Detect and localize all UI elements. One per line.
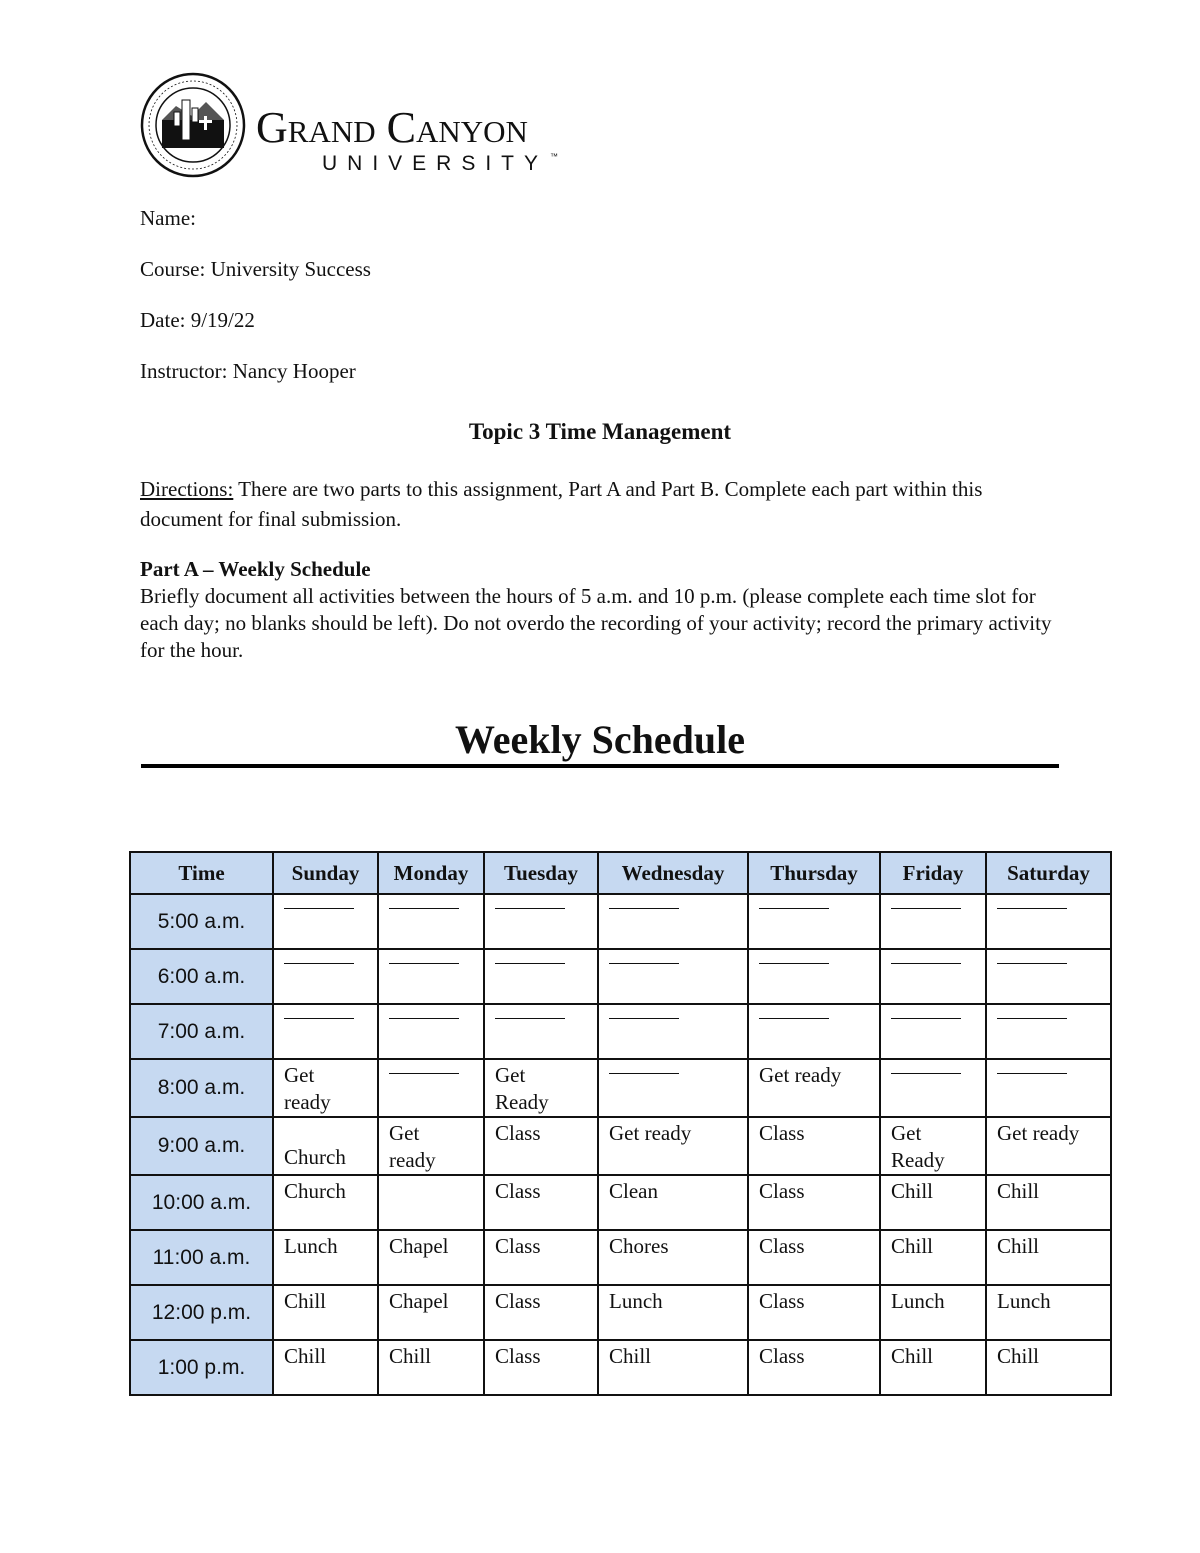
blank-line xyxy=(759,963,829,964)
activity-text: Chill xyxy=(997,1179,1040,1203)
activity-text: Get ready xyxy=(997,1121,1080,1145)
schedule-cell xyxy=(748,1175,880,1230)
table-header-row xyxy=(130,852,1111,894)
activity-text: Chill xyxy=(284,1344,327,1368)
blank-line xyxy=(891,908,961,909)
table-row xyxy=(130,1285,1111,1340)
part-a-text: Briefly document all activities between the hours of 5 a.m. and 10 p.m. (please complete each time slot for each day; no blanks should be left). Do not overdo the recording of your activity; record the primary activity for the hour. xyxy=(140,584,1052,662)
schedule-cell xyxy=(748,1117,880,1175)
schedule-cell xyxy=(880,1285,986,1340)
schedule-cell xyxy=(484,1004,598,1059)
activity-text: Class xyxy=(759,1234,805,1258)
activity-text: Chores xyxy=(609,1234,669,1258)
time-slot-label: 7:00 a.m. xyxy=(130,1004,273,1059)
table-row xyxy=(130,894,1111,949)
schedule-cell xyxy=(880,894,986,949)
schedule-cell xyxy=(273,1230,378,1285)
schedule-cell xyxy=(598,1175,748,1230)
table-row xyxy=(130,1175,1111,1230)
schedule-cell xyxy=(986,1230,1111,1285)
blank-line xyxy=(891,1073,961,1074)
activity-text: Class xyxy=(495,1234,541,1258)
blank-line xyxy=(284,908,354,909)
blank-line xyxy=(891,1018,961,1019)
schedule-cell xyxy=(273,1285,378,1340)
page-title: Topic 3 Time Management xyxy=(468,419,732,444)
column-header-sunday: Sunday xyxy=(273,852,378,894)
weekly-schedule-table xyxy=(129,851,1112,1396)
schedule-cell xyxy=(598,1059,748,1117)
schedule-cell xyxy=(748,1004,880,1059)
schedule-cell xyxy=(986,894,1111,949)
schedule-cell xyxy=(484,894,598,949)
time-slot-label: 6:00 a.m. xyxy=(130,949,273,1004)
table-row xyxy=(130,1059,1111,1117)
column-header-monday: Monday xyxy=(378,852,484,894)
logo-subtext: UNIVERSITY xyxy=(322,152,549,175)
blank-line xyxy=(389,1073,459,1074)
schedule-cell xyxy=(880,1340,986,1395)
schedule-cell xyxy=(273,1004,378,1059)
schedule-cell xyxy=(986,1340,1111,1395)
schedule-cell xyxy=(484,1117,598,1175)
blank-line xyxy=(389,963,459,964)
part-a-heading: Part A – Weekly Schedule xyxy=(140,557,371,581)
blank-line xyxy=(609,908,679,909)
activity-text: Class xyxy=(759,1179,805,1203)
activity-text: Church xyxy=(284,1179,346,1203)
trademark-symbol: ™ xyxy=(550,152,558,161)
activity-text: Class xyxy=(495,1121,541,1145)
activity-text: Get ready xyxy=(609,1121,692,1145)
schedule-cell xyxy=(378,949,484,1004)
instructor-field: Instructor: Nancy Hooper xyxy=(140,359,356,383)
schedule-cell xyxy=(273,1175,378,1230)
schedule-cell xyxy=(598,1004,748,1059)
time-slot-label: 10:00 a.m. xyxy=(130,1175,273,1230)
blank-line xyxy=(389,908,459,909)
schedule-cell xyxy=(986,949,1111,1004)
table-row xyxy=(130,949,1111,1004)
activity-text: Clean xyxy=(609,1179,658,1203)
schedule-cell xyxy=(598,1285,748,1340)
activity-text: Chill xyxy=(609,1344,652,1368)
schedule-cell xyxy=(748,1059,880,1117)
activity-text: Get ready xyxy=(284,1063,331,1114)
schedule-cell xyxy=(986,1117,1111,1175)
activity-text: Chill xyxy=(891,1179,934,1203)
schedule-title: Weekly Schedule xyxy=(454,717,746,762)
schedule-cell xyxy=(748,894,880,949)
blank-line xyxy=(997,1018,1067,1019)
schedule-cell xyxy=(273,1117,378,1175)
schedule-cell xyxy=(378,1340,484,1395)
column-header-wednesday: Wednesday xyxy=(598,852,748,894)
schedule-cell xyxy=(378,1059,484,1117)
activity-text: Chill xyxy=(389,1344,432,1368)
column-header-saturday: Saturday xyxy=(986,852,1111,894)
directions-text: There are two parts to this assignment, Part A and Part B. Complete each part within this document for final submission. xyxy=(140,477,983,531)
time-slot-label: 8:00 a.m. xyxy=(130,1059,273,1117)
schedule-cell xyxy=(880,1230,986,1285)
activity-text: Class xyxy=(759,1289,805,1313)
activity-text: Chill xyxy=(891,1234,934,1258)
blank-line xyxy=(759,1018,829,1019)
schedule-cell xyxy=(598,894,748,949)
activity-text: Lunch xyxy=(997,1289,1051,1313)
schedule-cell xyxy=(880,949,986,1004)
activity-text: Chill xyxy=(891,1344,934,1368)
activity-text: Lunch xyxy=(891,1289,945,1313)
blank-line xyxy=(284,1018,354,1019)
activity-text: Lunch xyxy=(609,1289,663,1313)
schedule-cell xyxy=(378,1004,484,1059)
schedule-cell xyxy=(484,1175,598,1230)
time-slot-label: 1:00 p.m. xyxy=(130,1340,273,1395)
blank-line xyxy=(997,908,1067,909)
schedule-cell xyxy=(598,1117,748,1175)
date-field: Date: 9/19/22 xyxy=(140,308,255,332)
schedule-cell xyxy=(378,1230,484,1285)
schedule-cell xyxy=(986,1004,1111,1059)
time-slot-label: 12:00 p.m. xyxy=(130,1285,273,1340)
schedule-cell xyxy=(273,1340,378,1395)
activity-text: Get ready xyxy=(759,1063,842,1087)
activity-text: Chill xyxy=(997,1344,1040,1368)
blank-line xyxy=(389,1018,459,1019)
blank-line xyxy=(495,908,565,909)
schedule-cell xyxy=(484,1285,598,1340)
directions-label: Directions: xyxy=(140,477,234,501)
activity-text xyxy=(379,1176,483,1178)
schedule-cell xyxy=(378,1117,484,1175)
schedule-cell xyxy=(378,1175,484,1230)
table-row xyxy=(130,1004,1111,1059)
table-row xyxy=(130,1230,1111,1285)
activity-text: Chill xyxy=(997,1234,1040,1258)
activity-text: Class xyxy=(759,1121,805,1145)
logo-wordmark: Grand Canyon xyxy=(256,103,528,152)
schedule-cell xyxy=(273,949,378,1004)
blank-line xyxy=(609,1073,679,1074)
schedule-cell xyxy=(880,1117,986,1175)
university-seal-icon xyxy=(140,72,246,178)
blank-line xyxy=(997,1073,1067,1074)
schedule-cell xyxy=(748,1285,880,1340)
column-header-time: Time xyxy=(130,852,273,894)
activity-text: Chapel xyxy=(389,1289,449,1313)
activity-text: Class xyxy=(759,1344,805,1368)
blank-line xyxy=(609,963,679,964)
activity-text: Class xyxy=(495,1179,541,1203)
time-slot-label: 11:00 a.m. xyxy=(130,1230,273,1285)
time-slot-label: 5:00 a.m. xyxy=(130,894,273,949)
schedule-cell xyxy=(273,1059,378,1117)
schedule-cell xyxy=(598,1230,748,1285)
university-logo xyxy=(140,72,620,182)
activity-text: Church xyxy=(284,1145,346,1169)
schedule-cell xyxy=(484,1059,598,1117)
schedule-cell xyxy=(484,1230,598,1285)
activity-text: Get Ready xyxy=(495,1063,549,1114)
schedule-cell xyxy=(598,1340,748,1395)
blank-line xyxy=(997,963,1067,964)
schedule-cell xyxy=(484,949,598,1004)
blank-line xyxy=(495,963,565,964)
schedule-cell xyxy=(748,1230,880,1285)
schedule-cell xyxy=(748,949,880,1004)
schedule-cell xyxy=(378,1285,484,1340)
schedule-cell xyxy=(273,894,378,949)
blank-line xyxy=(284,963,354,964)
schedule-cell xyxy=(986,1285,1111,1340)
schedule-cell xyxy=(880,1175,986,1230)
activity-text: Chapel xyxy=(389,1234,449,1258)
schedule-cell xyxy=(986,1059,1111,1117)
schedule-cell xyxy=(748,1340,880,1395)
name-field: Name: xyxy=(140,206,196,230)
activity-text: Lunch xyxy=(284,1234,338,1258)
blank-line xyxy=(609,1018,679,1019)
schedule-cell xyxy=(986,1175,1111,1230)
blank-line xyxy=(495,1018,565,1019)
time-slot-label: 9:00 a.m. xyxy=(130,1117,273,1175)
table-row xyxy=(130,1117,1111,1175)
course-field: Course: University Success xyxy=(140,257,371,281)
title-rule xyxy=(141,764,1059,768)
column-header-friday: Friday xyxy=(880,852,986,894)
schedule-cell xyxy=(598,949,748,1004)
column-header-thursday: Thursday xyxy=(748,852,880,894)
blank-line xyxy=(891,963,961,964)
schedule-cell xyxy=(880,1004,986,1059)
activity-text: Class xyxy=(495,1289,541,1313)
activity-text: Get Ready xyxy=(891,1121,945,1172)
schedule-cell xyxy=(484,1340,598,1395)
activity-text: Chill xyxy=(284,1289,327,1313)
activity-text: Get ready xyxy=(389,1121,436,1172)
column-header-tuesday: Tuesday xyxy=(484,852,598,894)
table-row xyxy=(130,1340,1111,1395)
directions-paragraph xyxy=(140,474,1060,534)
activity-text: Class xyxy=(495,1344,541,1368)
schedule-cell xyxy=(880,1059,986,1117)
blank-line xyxy=(759,908,829,909)
schedule-cell xyxy=(378,894,484,949)
